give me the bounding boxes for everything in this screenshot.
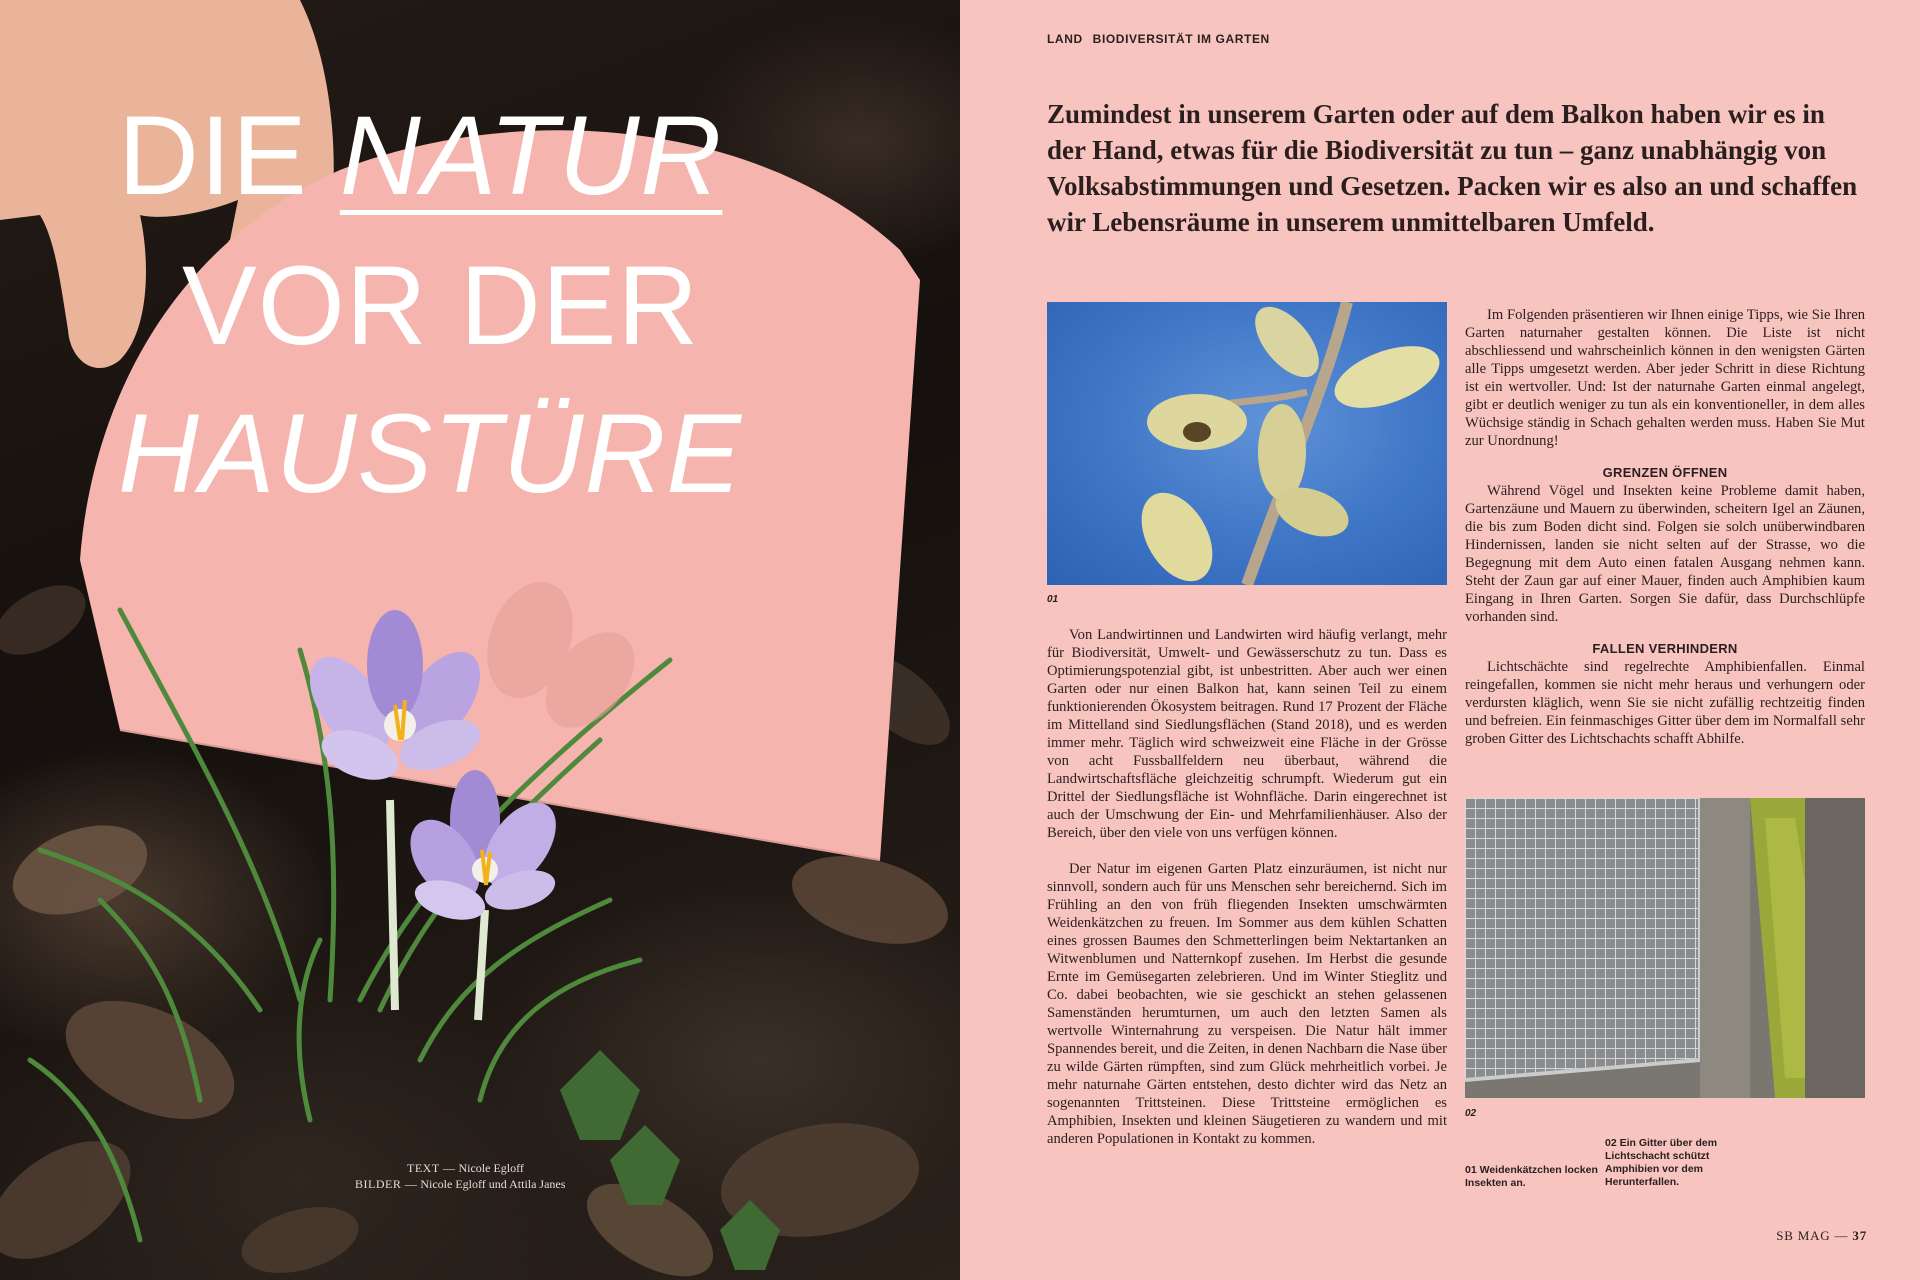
subheading-fallen-verhindern: FALLEN VERHINDERN (1592, 641, 1738, 656)
headline-line-2: VOR DER (182, 243, 700, 368)
section-topic: BIODIVERSITÄT IM GARTEN (1092, 32, 1270, 46)
body-paragraph: Von Landwirtinnen und Landwirten wird häufig verlangt, mehr für Biodiversität, Umwelt- und Gewässerschutz zu tun. Dass es Optimierungspotenzial gibt, ist unbestritten. Aber auch wer einen Garten oder nur einen Balkon hat, kann seinen Teil zu einem funktionierenden Ökosystem beitragen. Rund 17 Prozent der Fläche im Mittelland sind Siedlungsflächen (Stand 2018), und es werden immer mehr. Täglich wird schweizweit eine Fläche in der Grösse von acht Fussballfeldern neu überbaut, während die Landwirtschaftsfläche gleichzeitig schrumpft. Wiederum gut ein Drittel der Siedlungsfläche ist Wohnfläche. Darin eingerechnet ist auch der Umschwung der Ein- und Mehrfamilienhäuser. Also der Bereich, über den viele von uns verfügen können. (1047, 627, 1447, 841)
caption-photo-02: 02 Ein Gitter über dem Lichtschacht schützt Amphibien vor dem Herunterfallen. (1605, 1137, 1718, 1188)
credit-images-label: BILDER — (355, 1177, 418, 1191)
subheading-grenzen-oeffnen: GRENZEN ÖFFNEN (1602, 465, 1728, 480)
photo-willow-catkins (1047, 302, 1447, 585)
photo-grate-lightwell (1465, 798, 1865, 1098)
text-column-left (1047, 626, 1447, 1148)
body-paragraph: Während Vögel und Insekten keine Probleme damit haben, Gartenzäune und Mauern zu überwinden, scheitern Igel an Zäunen, die bis zum Boden dicht sind. Folgen sie solch unüberwindbaren Hindernissen, landen sie nicht selten auf der Strasse, wo die Begegnung mit dem Auto einen fatalen Ausgang nehmen kann. Steht der Zaun gar auf einer Mauer, finden auch Amphibien kaum Eingang in Ihren Garten. Sorgen Sie dafür, dass Durchschlüpfe vorhanden sind. (1465, 483, 1865, 625)
magazine-name: SB MAG — (1776, 1228, 1849, 1243)
body-paragraph: Lichtschächte sind regelrechte Amphibienfallen. Einmal reingefallen, kommen sie nicht mehr heraus und verhungern oder verdursten kläglich, wenn Sie sie nicht zufällig rechtzeitig finden und befreien. Ein feinmaschiges Gitter über dem im Normalfall sehr groben Gitter des Lichtschachts schafft Abhilfe. (1465, 659, 1865, 747)
article-page (960, 0, 1920, 1280)
crocus-flower-2 (396, 770, 570, 1020)
intro-paragraph: Im Folgenden präsentieren wir Ihnen einige Tipps, wie Sie Ihren Garten naturnaher gestalten können. Die Liste ist nicht abschliessend und wahrscheinlich können in den wenigsten Gärten alle Tipps umgesetzt werden. Aber jeder Schritt in diese Richtung ist ein wertvoller. Und: Ist der naturnahe Garten einmal angelegt, gibt er deutlich weniger zu tun als ein konventioneller, in dem alles Wüchsige ständig in Schach gehalten werden muss. Haben Sie Mut zur Unordnung! (1465, 307, 1865, 449)
headline-natur: NATUR (339, 93, 723, 218)
lead-paragraph: Zumindest in unserem Garten oder auf dem Balkon haben wir es in der Hand, etwas für die Biodiversität zu tun – ganz unabhängig von Volksabstimmungen und Gesetzen. Packen wir es also an und schaffen wir Lebensräume in unserem unmittelbaren Umfeld. (1047, 99, 1858, 237)
caption-photo-01: 01 Weidenkätzchen locken Insekten an. (1465, 1164, 1598, 1189)
headline-line-3: HAUSTÜRE (118, 391, 743, 516)
page-folio (1776, 1228, 1867, 1244)
body-paragraph: Der Natur im eigenen Garten Platz einzuräumen, ist nicht nur sinnvoll, sondern auch für uns Menschen sehr bereichernd. Sich im Frühling an den von früh fliegenden Insekten umschwärmten Weidenkätzchen zu freuen. Im Sommer aus dem kühlen Schatten eines grossen Baumes den Schmetterlingen beim Nektartanken an Witwenblumen und Natternkopf zusehen. Im Herbst die gesunde Ernte im Gemüsegarten zelebrieren. Und im Winter Stieglitz und Co. dabei beobachten, wie sie geschickt an stehen gelassenen Samenständen herumturnen, um auch den letzten Samen als wertvolle Winternahrung zu verspeisen. Die Natur hält immer Spannendes bereit, und die Zeiten, in denen Nachbarn die Nase über zu wilde Gärten rümpften, sind zum Glück mehrheitlich vorbei. Je mehr naturnahe Gärten entstehen, desto dichter wird das Netz an sogenannten Trittsteinen. Diese Trittsteine ermöglichen es Amphibien, Insekten und kleinen Säugetieren zu wandern und mit anderen Populationen in Kontakt zu kommen. (1047, 861, 1447, 1147)
photo-01-number: 01 (1047, 594, 1059, 605)
photo-credits (355, 1160, 565, 1192)
headline-line-1 (118, 93, 723, 218)
credit-text-author: Nicole Egloff (458, 1161, 524, 1175)
headline-die: DIE (118, 93, 308, 218)
credit-text-label: TEXT — (407, 1161, 456, 1175)
bee (1183, 422, 1211, 442)
text-column-right (1465, 306, 1865, 748)
section-name: LAND (1047, 32, 1083, 46)
credit-images-authors: Nicole Egloff und Attila Janes (420, 1177, 566, 1191)
page-number: 37 (1852, 1228, 1867, 1243)
photo-02-number: 02 (1465, 1108, 1477, 1119)
section-tag (1047, 32, 1270, 46)
